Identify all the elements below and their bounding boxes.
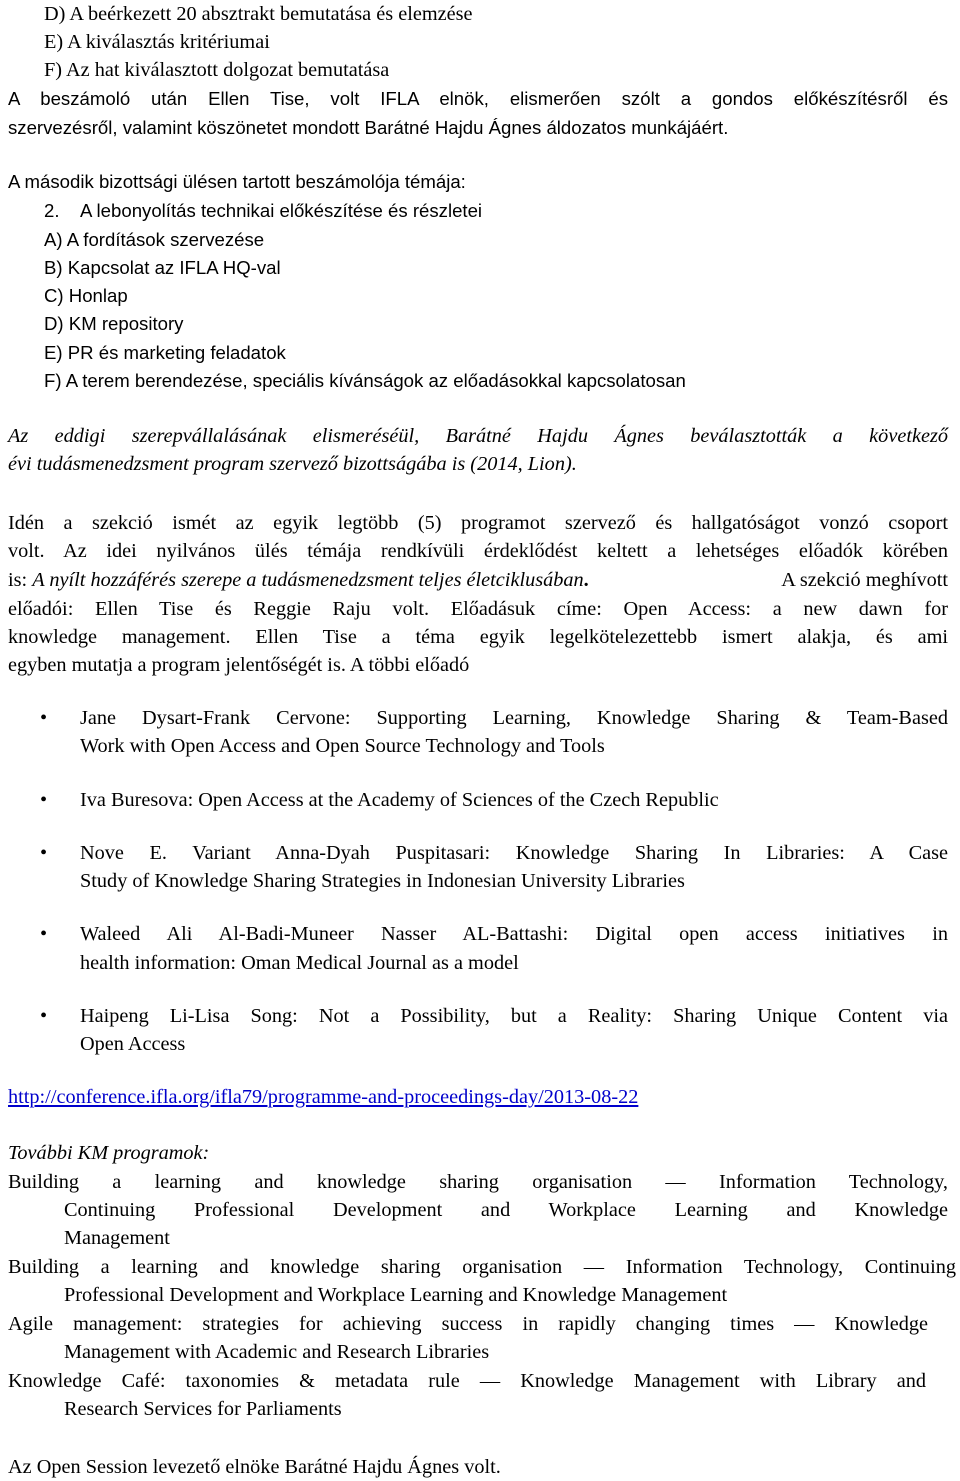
proceedings-link[interactable]: http://conference.ifla.org/ifla79/programme-and-proceedings-day/2013-08-22 bbox=[8, 1086, 639, 1108]
program-2-line-1: Building a learning and knowledge sharing organisation — Information Technology, Continuing bbox=[8, 1256, 956, 1278]
subitem-b: B) Kapcsolat az IFLA HQ-val bbox=[44, 257, 281, 278]
bullet: • bbox=[40, 789, 48, 811]
program-1-line-1: Building a learning and knowledge sharing organisation — Information Technology, bbox=[8, 1171, 948, 1193]
section-paragraph-line-1: Idén a szekció ismét az egyik legtöbb (5) programot szervező és hallgatóságot vonzó csoport bbox=[8, 512, 948, 534]
speaker-3-line-2: Study of Knowledge Sharing Strategies in Indonesian University Libraries bbox=[80, 870, 685, 892]
program-3-line-2: Management with Academic and Research Libraries bbox=[64, 1341, 490, 1363]
speaker-4-line-2: health information: Oman Medical Journal as a model bbox=[80, 952, 519, 974]
further-programs-heading: További KM programok: bbox=[8, 1142, 210, 1164]
line3-start bbox=[8, 568, 589, 592]
line3-suffix: A szekció meghívott bbox=[781, 569, 948, 591]
program-1-line-2: Continuing Professional Development and Workplace Learning and Knowledge bbox=[64, 1199, 948, 1221]
list-item-e: E) A kiválasztás kritériumai bbox=[44, 31, 270, 53]
bullet: • bbox=[40, 842, 48, 864]
item-number: 2. bbox=[44, 200, 60, 221]
speaker-5-line-1: Haipeng Li-Lisa Song: Not a Possibility, but a Reality: Sharing Unique Content via bbox=[80, 1005, 948, 1027]
speaker-5-line-2: Open Access bbox=[80, 1033, 186, 1055]
item-title: A lebonyolítás technikai előkészítése és részletei bbox=[80, 200, 483, 221]
subitem-c: C) Honlap bbox=[44, 285, 128, 306]
bullet: • bbox=[40, 923, 48, 945]
section-paragraph-line-5: knowledge management. Ellen Tise a téma egyik legelkötelezettebb ismert alakja, és ami bbox=[8, 626, 948, 648]
speaker-4-line-1: Waleed Ali Al-Badi-Muneer Nasser AL-Battashi: Digital open access initiatives in bbox=[80, 923, 948, 945]
subitem-a: A) A fordítások szervezése bbox=[44, 229, 265, 250]
speaker-1-line-2: Work with Open Access and Open Source Technology and Tools bbox=[80, 735, 605, 757]
program-1-line-3: Management bbox=[64, 1227, 170, 1249]
program-3-line-1: Agile management: strategies for achieving success in rapidly changing times — Knowledge bbox=[8, 1313, 928, 1335]
program-2-line-2: Professional Development and Workplace Learning and Knowledge Management bbox=[64, 1284, 728, 1306]
list-item-f: F) Az hat kiválasztott dolgozat bemutatása bbox=[44, 59, 390, 81]
speaker-2-line-1: Iva Buresova: Open Access at the Academy of Sciences of the Czech Republic bbox=[80, 789, 719, 811]
bullet: • bbox=[40, 1005, 48, 1027]
recognition-line-1: Az eddigi szerepvállalásának elismeréséül, Barátné Hajdu Ágnes beválasztották a következő bbox=[8, 425, 948, 447]
report-paragraph-line-2: szervezésről, valamint köszönetet mondott Barátné Hajdu Ágnes áldozatos munkájáért. bbox=[8, 117, 729, 138]
list-item-d: D) A beérkezett 20 absztrakt bemutatása és elemzése bbox=[44, 3, 473, 25]
speaker-3-line-1: Nove E. Variant Anna-Dyah Puspitasari: Knowledge Sharing In Libraries: A Case bbox=[80, 842, 948, 864]
topic-period: . bbox=[583, 569, 589, 591]
bullet: • bbox=[40, 707, 48, 729]
program-4-line-2: Research Services for Parliaments bbox=[64, 1398, 342, 1420]
subitem-f: F) A terem berendezése, speciális kívánságok az előadásokkal kapcsolatosan bbox=[44, 370, 686, 391]
line3-prefix: is: bbox=[8, 569, 33, 591]
report-paragraph-line-1: A beszámoló után Ellen Tise, volt IFLA elnök, elismerően szólt a gondos előkészítésről és bbox=[8, 88, 948, 109]
closing-sentence: Az Open Session levezető elnöke Barátné Hajdu Ágnes volt. bbox=[8, 1456, 501, 1478]
section-paragraph-line-3 bbox=[8, 568, 948, 592]
second-meeting-heading: A második bizottsági ülésen tartott beszámolója témája: bbox=[8, 171, 466, 192]
recognition-line-2: évi tudásmenedzsment program szervező bizottságába is (2014, Lion). bbox=[8, 453, 577, 475]
section-paragraph-line-2: volt. Az idei nyilvános ülés témája rendkívüli érdeklődést keltett a lehetséges előadók körében bbox=[8, 540, 948, 562]
section-paragraph-line-4: előadói: Ellen Tise és Reggie Raju volt. Előadásuk címe: Open Access: a new dawn for bbox=[8, 598, 948, 620]
program-4-line-1: Knowledge Café: taxonomies & metadata rule — Knowledge Management with Library and bbox=[8, 1370, 926, 1392]
subitem-d: D) KM repository bbox=[44, 313, 184, 334]
speaker-1-line-1: Jane Dysart-Frank Cervone: Supporting Learning, Knowledge Sharing & Team-Based bbox=[80, 707, 948, 729]
open-access-topic: A nyílt hozzáférés szerepe a tudásmenedzsment teljes életciklusában bbox=[32, 569, 584, 591]
section-paragraph-line-6: egyben mutatja a program jelentőségét is. A többi előadó bbox=[8, 654, 470, 676]
subitem-e: E) PR és marketing feladatok bbox=[44, 342, 286, 363]
